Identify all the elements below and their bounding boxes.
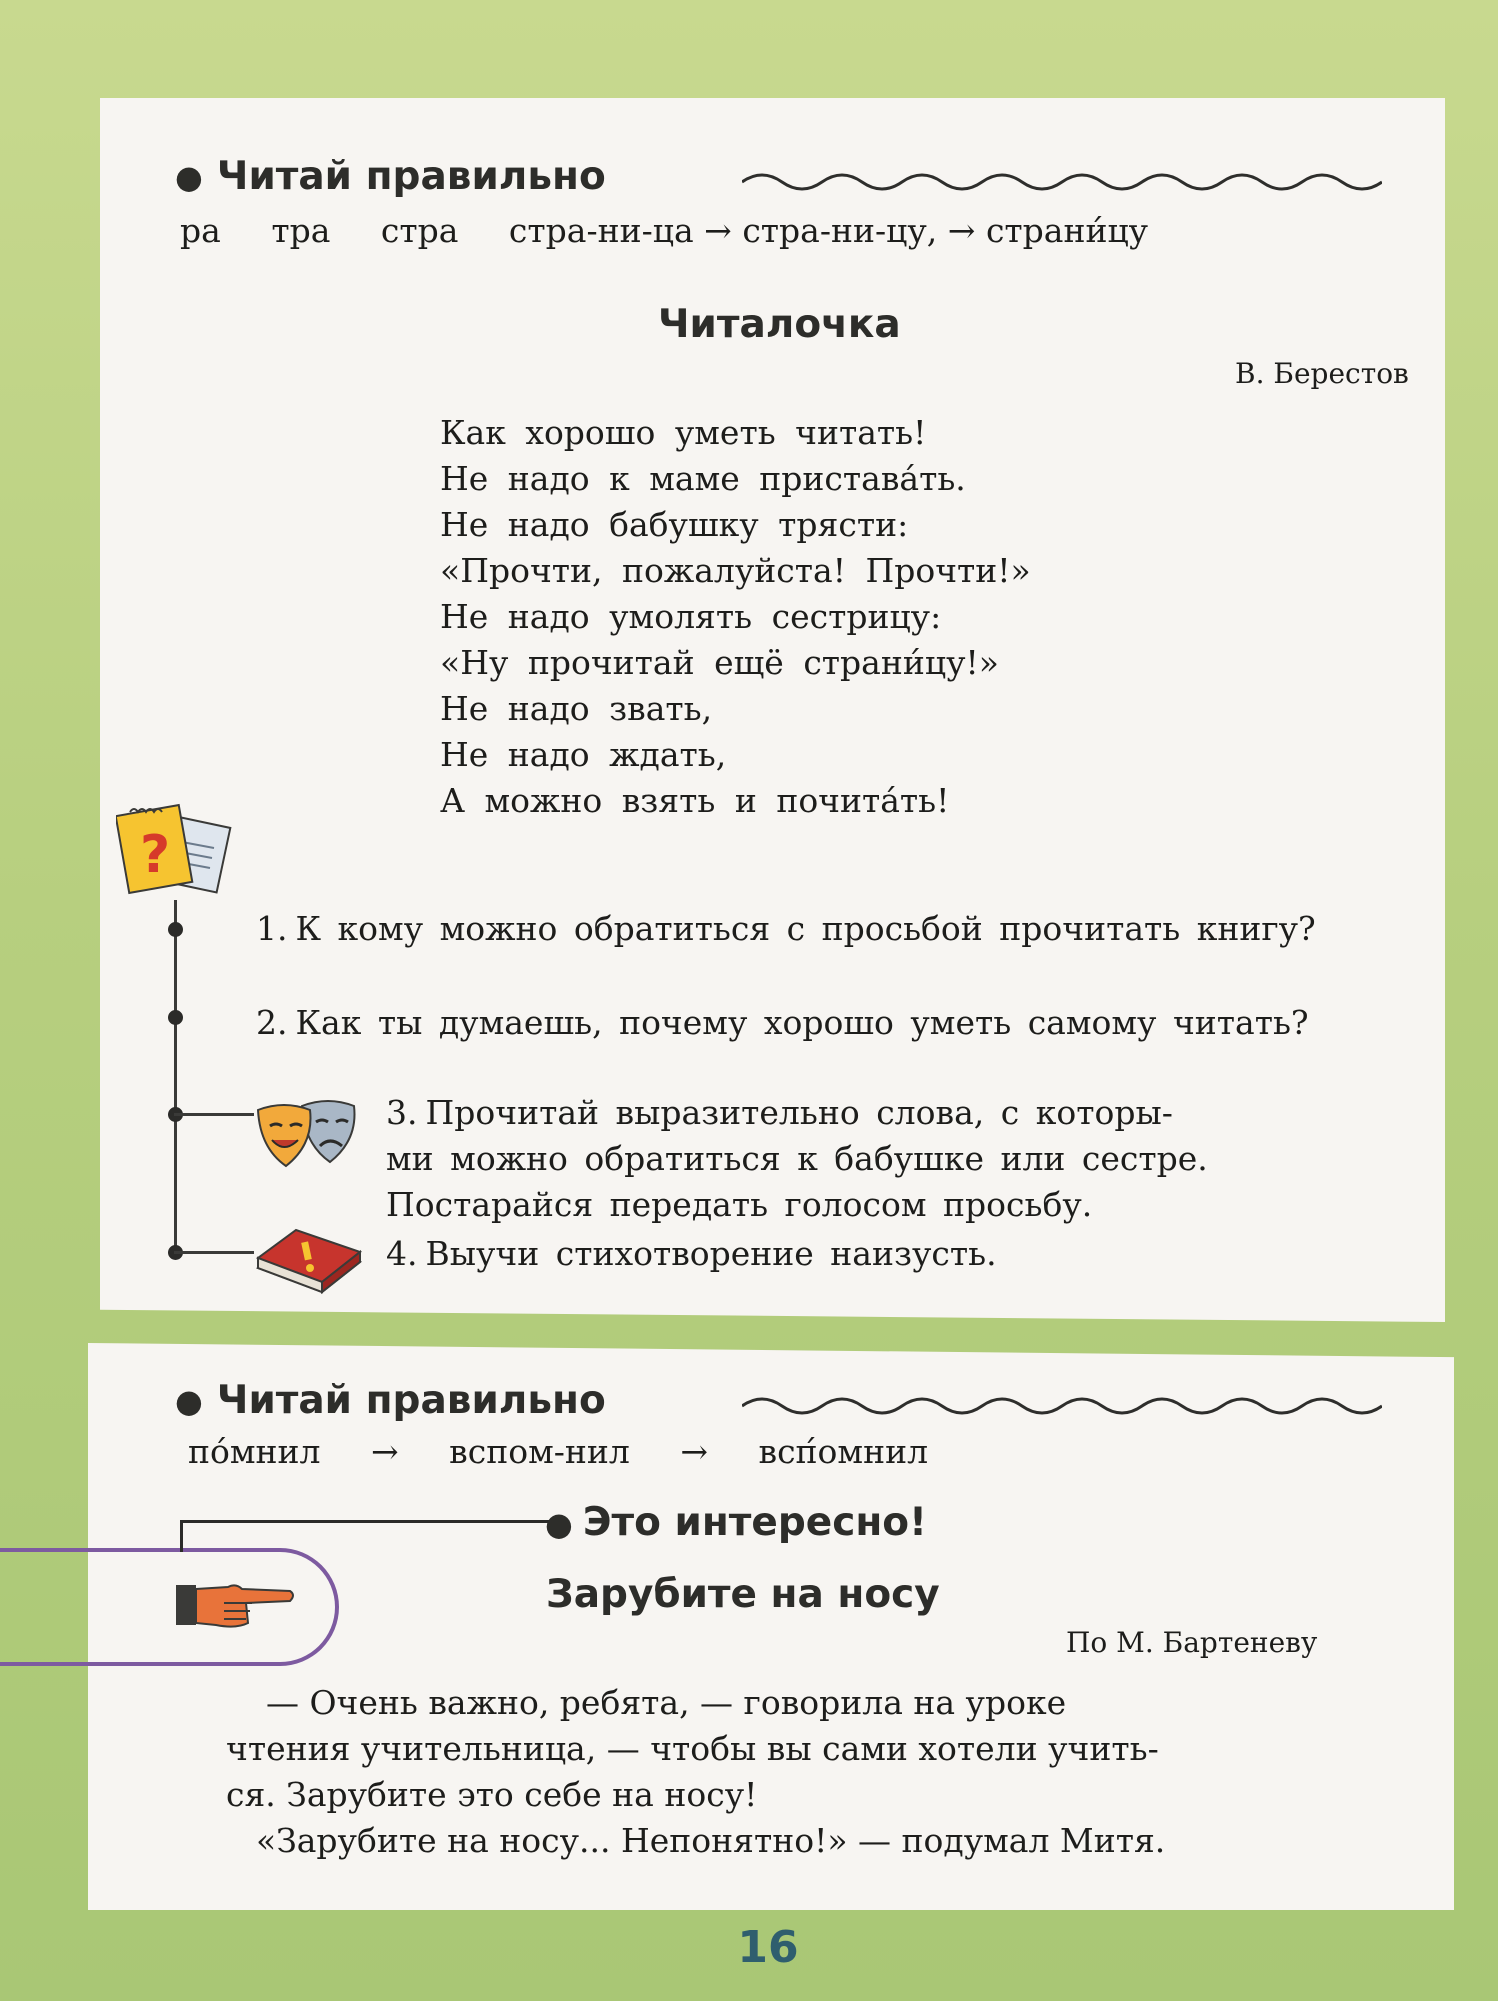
question-bullet xyxy=(168,1010,183,1025)
story-line: «Зарубите на носу... Непонятно!» — подумал Митя. xyxy=(256,1821,1166,1860)
poem-title: Читалочка xyxy=(658,302,901,347)
syllable-drill: ра тра стра стра-ни-ца → стра-ни-цу, → страни́цу xyxy=(180,211,1149,250)
poem-line: А можно взять и почита́ть! xyxy=(440,781,950,820)
poem-line: Не надо умолять сестрицу: xyxy=(440,597,942,636)
question-1: 1. К кому можно обратиться с просьбой прочитать книгу? xyxy=(256,909,1316,948)
svg-text:?: ? xyxy=(140,825,171,885)
page-number: 16 xyxy=(737,1922,799,1973)
poem-line: «Ну прочитай ещё страни́цу!» xyxy=(440,643,999,682)
section2-heading: ● Читай правильно xyxy=(175,1378,606,1423)
connector-line xyxy=(174,1251,254,1254)
story-line: — Очень важно, ребята, — говорила на уроке xyxy=(266,1683,1067,1722)
questions-timeline xyxy=(174,900,177,1254)
poem-line: Не надо бабушку трясти: xyxy=(440,505,909,544)
poem-line: «Прочти, пожалуйста! Прочти!» xyxy=(440,551,1031,590)
story-line: чтения учительница, — чтобы вы сами хотели учить- xyxy=(226,1729,1159,1768)
story-source: По М. Бартеневу xyxy=(1066,1626,1318,1659)
red-book-icon xyxy=(252,1228,364,1298)
poem-line: Как хорошо уметь читать! xyxy=(440,413,927,452)
heading-bullet: ● xyxy=(175,1381,203,1420)
section1-heading: ● Читай правильно xyxy=(175,154,606,199)
poem-line: Не надо ждать, xyxy=(440,735,727,774)
poem-author: В. Берестов xyxy=(1235,357,1409,390)
interesting-connector xyxy=(180,1520,560,1523)
interesting-label: ● Это интересно! xyxy=(545,1500,927,1545)
theatre-masks-icon xyxy=(254,1096,362,1172)
question-2: 2. Как ты думаешь, почему хорошо уметь самому читать? xyxy=(256,1003,1309,1042)
poem-line: Не надо к маме пристава́ть. xyxy=(440,459,966,498)
story-body xyxy=(226,1680,1386,1864)
question-4: 4. Выучи стихотворение наизусть. xyxy=(386,1234,997,1273)
interesting-connector-vertical xyxy=(180,1520,183,1552)
poem-body xyxy=(440,410,1031,824)
story-title: Зарубите на носу xyxy=(546,1572,940,1617)
wavy-underline xyxy=(742,1392,1382,1420)
question-bullet xyxy=(168,922,183,937)
question-card-icon xyxy=(116,800,234,900)
story-line: ся. Зарубите это себе на носу! xyxy=(226,1775,758,1814)
wavy-underline xyxy=(742,168,1382,196)
poem-line: Не надо звать, xyxy=(440,689,713,728)
question-3: 3. Прочитай выразительно слова, с которы- ми можно обратиться к бабушке или сестре. Постарайся передать голосом просьбу. xyxy=(386,1093,1208,1224)
pointing-hand-icon xyxy=(176,1577,296,1631)
interesting-bullet: ● xyxy=(545,1505,573,1543)
heading-bullet: ● xyxy=(175,157,203,196)
word-drill: по́мнил → вспом-нил → всп́омнил xyxy=(188,1432,929,1471)
connector-line xyxy=(174,1113,254,1116)
